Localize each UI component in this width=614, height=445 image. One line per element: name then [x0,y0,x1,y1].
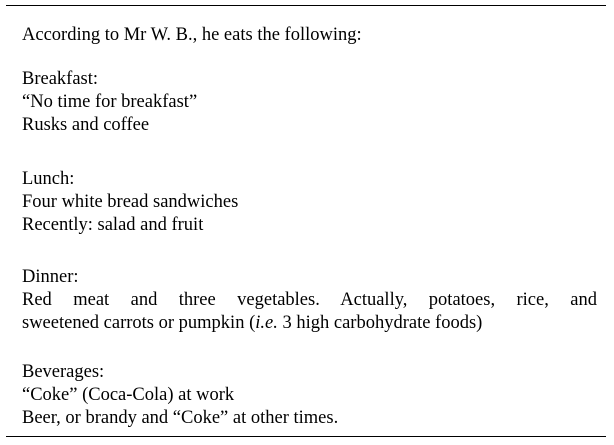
breakfast-heading: Breakfast: [22,69,99,89]
dinner-heading: Dinner: [22,267,79,287]
dinner-line-2 [22,312,597,335]
breakfast-line: Rusks and coffee [22,115,150,135]
lunch-line: Recently: salad and fruit [22,215,204,235]
intro-text: According to Mr W. B., he eats the following: [22,25,362,45]
beverages-line: “Coke” (Coca-Cola) at work [22,385,235,405]
dinner-section [22,266,597,335]
diet-text-box [6,5,606,437]
breakfast-section [22,68,197,137]
breakfast-line: “No time for breakfast” [22,92,198,112]
beverages-heading: Beverages: [22,362,105,382]
dinner-line: Red meat and three vegetables. Actually, potatoes, rice, and [22,290,597,310]
beverages-section [22,361,338,430]
dinner-line-2-pre: sweetened carrots or pumpkin ( [22,313,256,333]
dinner-line-2-post: 3 high carbohydrate foods) [277,313,483,333]
lunch-section [22,168,238,237]
dinner-line-2-abbrev: i.e. [255,313,278,333]
beverages-line: Beer, or brandy and “Coke” at other times. [22,408,339,428]
lunch-heading: Lunch: [22,169,75,189]
lunch-line: Four white bread sandwiches [22,192,239,212]
